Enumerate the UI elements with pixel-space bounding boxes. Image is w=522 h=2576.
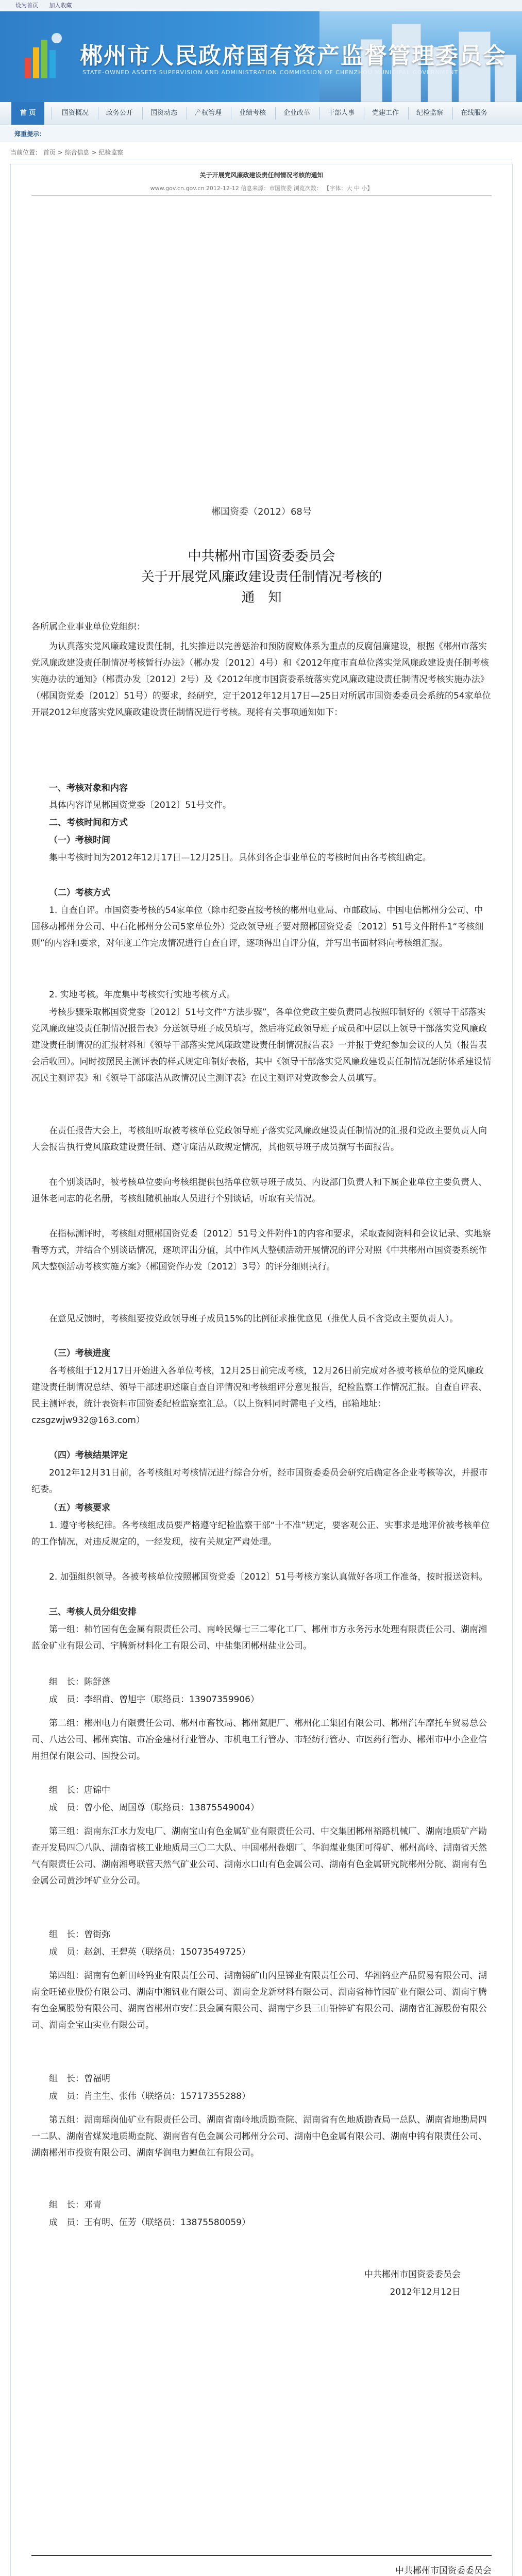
salutation: 各所属企业事业单位党组织： [31, 622, 145, 632]
group-paragraph: 第三组：湖南东江水力发电厂、湖南宝山有色金属矿业有限责任公司、中交集团郴州裕路机械厂、湖南地质矿产勘查开发局四〇八队、湖南省核工业地质局三〇二大队、中国郴州卷烟厂、华润煤业集团可得矿、郴州高岭、湖南省天然气有限责任公司、湖南湘粤联营天然气矿业公司、湖南水口山有色金属公司、湖南有色金属研究院郴州分院、湖南有色金属公司黄沙坪矿业分公司。 [31, 1826, 487, 1886]
nav-item-property[interactable]: 产权管理 [194, 109, 222, 117]
set-homepage-link[interactable]: 设为首页 [15, 2, 38, 9]
document-number: 郴国资委（2012）68号 [211, 506, 312, 517]
paragraph: 为认真落实党风廉政建设责任制，扎实推进以完善惩治和预防腐败体系为重点的反腐倡廉建设，根据《郴州市落实党风廉政建设责任制情况考核暂行办法》（郴办发〔2012〕4号）和《2012年度市直单位落实党风廉政建设责任制考核实施办法的通知》（郴责办发〔2012〕2号）及《2012年度市国资委系统落实党风廉政建设责任制情况考核实施办法》（郴国资党委〔2012〕51号）的要求，经研究，定于2012年12月17日—25日对所属市国资委委员会系统的54家单位开展2012年度落实党风廉政建设责任制情况进行考核。现将有关事项通知如下： [31, 641, 491, 718]
group-members: 成 员：王有明、伍芳（联络员：13875580059） [49, 2217, 250, 2228]
section-heading: 三、考核人员分组安排 [49, 1607, 137, 1617]
group-members: 成 员：李绍甫、曾旭宇（联络员：13907359906） [49, 1694, 259, 1705]
notice-bar [0, 126, 522, 142]
add-favorite-link[interactable]: 加入收藏 [49, 2, 72, 9]
paragraph: 在指标测评时，考核组对照郴国资党委〔2012〕51号文件附件1的内容和要求，采取查阅资料和会议记录、实地察看等方式，并结合个别谈话情况，逐项评出分值，其中作风大整顿活动开展情况的评分对照《中共郴州市国资委系统作风大整顿活动考核实施方案》（郴国资作办发〔2012〕3号）的评分细则执行。 [31, 1229, 491, 1272]
site-subtitle: STATE-OWNED ASSETS SUPERVISION AND ADMINISTRATION COMMISSION OF CHENZHOU MUNICIPAL GOVERNMENT [82, 69, 459, 76]
paragraph: 在个别谈话时，被考核单位要向考核组提供包括单位领导班子成员、内设部门负责人和下属企业单位主要负责人、退休老同志的花名册，考核组随机抽取人员进行个别谈话，听取有关情况。 [31, 1177, 487, 1204]
breadcrumb-prefix: 当前位置： [10, 149, 42, 156]
nav-separator [408, 107, 409, 120]
paragraph: 1. 遵守考核纪律。各考核组成员要严格遵守纪检监察干部“十不准”规定，要客观公正、实事求是地评价被考核单位的工作情况，对违反规定的，一经发现，按有关规定严肃处理。 [31, 1520, 490, 1547]
group-leader: 组 长：曾福明 [49, 2074, 110, 2084]
group-paragraph: 第二组：郴州电力有限责任公司、郴州市畜牧局、郴州氮肥厂、郴州化工集团有限公司、郴州汽车摩托车贸易总公司、八达公司、郴州宾馆、市冶金建材行业管办、市机电工行管办、市轻纺行管办、市医药行管办、郴州市中小企业信用担保有限公司、国投公司。 [31, 1718, 487, 1761]
group-paragraph: 第五组：湖南瑶岗仙矿业有限责任公司、湖南省南岭地质勘查院、湖南省有色地质勘查局一总队、湖南省地勘局四一二队、湖南省煤炭地质勘查院、湖南省有色金属公司郴州分公司、湖南中色金属有限公司、湖南中钨有限责任公司、湖南郴州市投资有限公司、湖南华润电力鲤鱼江有限公司。 [31, 2115, 487, 2158]
group-leader: 组 长：唐锦中 [49, 1785, 110, 1795]
document-heading: 关于开展党风廉政建设责任制情况考核的 [141, 569, 382, 585]
breadcrumb-item[interactable]: 首页 [43, 149, 56, 156]
document-rule [31, 2555, 492, 2556]
nav-item-gov-affairs[interactable]: 政务公开 [106, 109, 133, 117]
site-logo [21, 27, 67, 83]
nav-item-party[interactable]: 党建工作 [372, 109, 399, 117]
notice-label: 郑重提示： [14, 130, 46, 138]
paragraph: 考核步骤采取郴国资党委〔2012〕51号文件“方法步骤”，各单位党政主要负责同志按照印制好的《领导干部落实党风廉政建设责任制情况报告表》分送领导班子成员填写，然后将党政领导班子成员和中层以上领导干部落实党风廉政建设责任制情况的汇报材料和《领导干部落实党风廉政建设责任制情况报告表》一并报于党纪参加会议的人员（报告表会后收回）。同时按照民主测评表的样式规定印制好表格，其中《领导干部落实党风廉政建设责任制情况惩防体系建设情况民主测评表》和《领导干部廉洁从政情况民主测评表》在民主测评对党政参会人员填写。 [31, 1007, 492, 1083]
breadcrumb-item[interactable]: 纪检监察 [98, 149, 124, 156]
nav-item-reform[interactable]: 企业改革 [283, 109, 310, 117]
signature-org: 中共郴州市国资委委员会 [364, 2269, 461, 2280]
site-banner [0, 11, 522, 102]
nav-item-discipline[interactable]: 纪检监察 [416, 109, 443, 117]
main-nav [0, 102, 522, 125]
group-paragraph: 第四组：湖南有色新田岭钨业有限责任公司、湖南锡矿山闪星锑业有限责任公司、华湘钨业产品贸易有限公司、湖南金旺铋业股份有限公司、湖南中湘钒业有限公司、湖南金龙新材料有限公司、湖南省柿竹园矿业有限公司、湖南宇腾有色金属股份有限公司、湖南省郴州市安仁县金属有限公司、湖南宁乡县三山铅锌矿有限公司、湖南省汇源股份有限公司、湖南金宝山实业有限公司。 [31, 1971, 487, 2030]
subsection-heading: （四）考核结果评定 [49, 1450, 128, 1461]
paragraph: 具体内容详见郴国资党委〔2012〕51号文件。 [49, 800, 231, 810]
paragraph: 各考核组于12月17日开始进入各单位考核，12月25日前完成考核，12月26日前完成对各被考核单位的党风廉政建设责任制情况总结、领导干部述职述廉自查自评情况和考核组评分意见报告，纪检监察工作情况汇报。自查自评表、民主测评表，统计表资料市国资委纪检监察室汇总。（以上资料同时需电子文档，邮箱地址：czsgzwjw932@163.com） [31, 1366, 487, 1426]
article-meta: www.gov.cn.gov.cn 2012-12-12 信息来源：市国资委 浏览次数： 【字体：大 中 小】 [150, 185, 373, 192]
paragraph: 2. 加强组织领导。各被考核单位按照郴国资党委〔2012〕51号考核方案认真做好各项工作准备，按时报送资料。 [49, 1572, 488, 1582]
subsection-heading: （二）考核方式 [49, 888, 110, 898]
paragraph: 2. 实地考核。年度集中考核实行实地考核方式。 [49, 990, 235, 1000]
nav-item-personnel[interactable]: 干部人事 [327, 109, 355, 117]
group-leader: 组 长：邓青 [49, 2200, 102, 2210]
top-bar [0, 0, 522, 12]
group-leader: 组 长：陈舒蓬 [49, 1677, 110, 1687]
nav-separator [319, 107, 320, 120]
paragraph: 在意见反馈时，考核组要按党政领导班子成员15%的比例征求推优意见（推优人员不含党政主要负责人）。 [49, 1314, 459, 1324]
nav-item-news[interactable]: 国资动态 [150, 109, 177, 117]
group-members: 成 员：曾小伦、周国尊（联络员：13875549004） [49, 1803, 259, 1813]
nav-item-assessment[interactable]: 业绩考核 [239, 109, 266, 117]
nav-separator [142, 107, 143, 120]
breadcrumb-separator: > [91, 149, 99, 156]
section-heading: 一、考核对象和内容 [49, 783, 128, 793]
breadcrumb-separator: > [57, 149, 65, 156]
document-issuer: 中共郴州市国资委委员会 [188, 549, 335, 564]
subsection-heading: （三）考核进度 [49, 1348, 110, 1359]
paragraph: 在责任报告大会上，考核组听取被考核单位党政领导班子落实党风廉政建设责任制情况的汇报和党政主要负责人向大会报告执行党风廉政建设责任制、遵守廉洁从政规定情况，其他领导班子成员撰写书面报告。 [31, 1126, 487, 1153]
nav-item-overview[interactable]: 国资概况 [61, 109, 89, 117]
group-members: 成 员：赵剑、王碧英（联络员：15073549725） [49, 1947, 250, 1957]
paragraph: 2012年12月31日前，各考核组对考核情况进行综合分析，经市国资委委员会研究后确定各企业考核等次，并报市纪委。 [31, 1468, 488, 1495]
breadcrumb [10, 145, 512, 160]
group-members: 成 员：肖主生、张伟（联络员：15717355288） [49, 2091, 250, 2102]
nav-separator [275, 107, 276, 120]
breadcrumb-item[interactable]: 综合信息 [64, 149, 90, 156]
nav-separator [452, 107, 453, 120]
article [10, 164, 513, 2576]
group-leader: 组 长：曾街弥 [49, 1929, 110, 1940]
document-heading-notice: 通 知 [241, 590, 282, 605]
group-paragraph: 第一组：柿竹园有色金属有限责任公司、南岭民爆七三二零化工厂、郴州市方永务污水处理有限责任公司、湖南湘蓝金矿业有限公司、宇腾新材料化工有限公司、中盐集团郴州盐业公司。 [31, 1624, 487, 1651]
subsection-heading: （五）考核要求 [49, 1503, 110, 1513]
article-divider [31, 195, 492, 196]
article-title: 关于开展党风廉政建设责任制情况考核的通知 [199, 172, 324, 179]
subsection-heading: （一）考核时间 [49, 835, 110, 845]
nav-item-online-service[interactable]: 在线服务 [460, 109, 487, 117]
paragraph: 1. 自查自评。市国资委考核的54家单位（除市纪委直接考核的郴州电业局、市邮政局、中国电信郴州分公司、中国移动郴州分公司、中石化郴州分公司5家单位外）党政领导班子要对照郴国资党委〔2012〕51号文件附件1“考核细则”的内容和要求，对年度工作完成情况进行自查自评，逐项得出自评分值，并写出书面材料向考核组汇报。 [31, 905, 484, 948]
paragraph: 集中考核时间为2012年12月17日—12月25日。具体到各企事业单位的考核时间由各考核组确定。 [49, 853, 431, 863]
cc-line: 中共郴州市国资委委员会 [395, 2566, 492, 2576]
site-title: 郴州市人民政府国有资产监督管理委员会 [80, 43, 507, 69]
signature-date: 2012年12月12日 [390, 2287, 461, 2297]
nav-item-home[interactable]: 首 页 [11, 102, 44, 125]
section-heading: 二、考核时间和方式 [49, 818, 128, 828]
